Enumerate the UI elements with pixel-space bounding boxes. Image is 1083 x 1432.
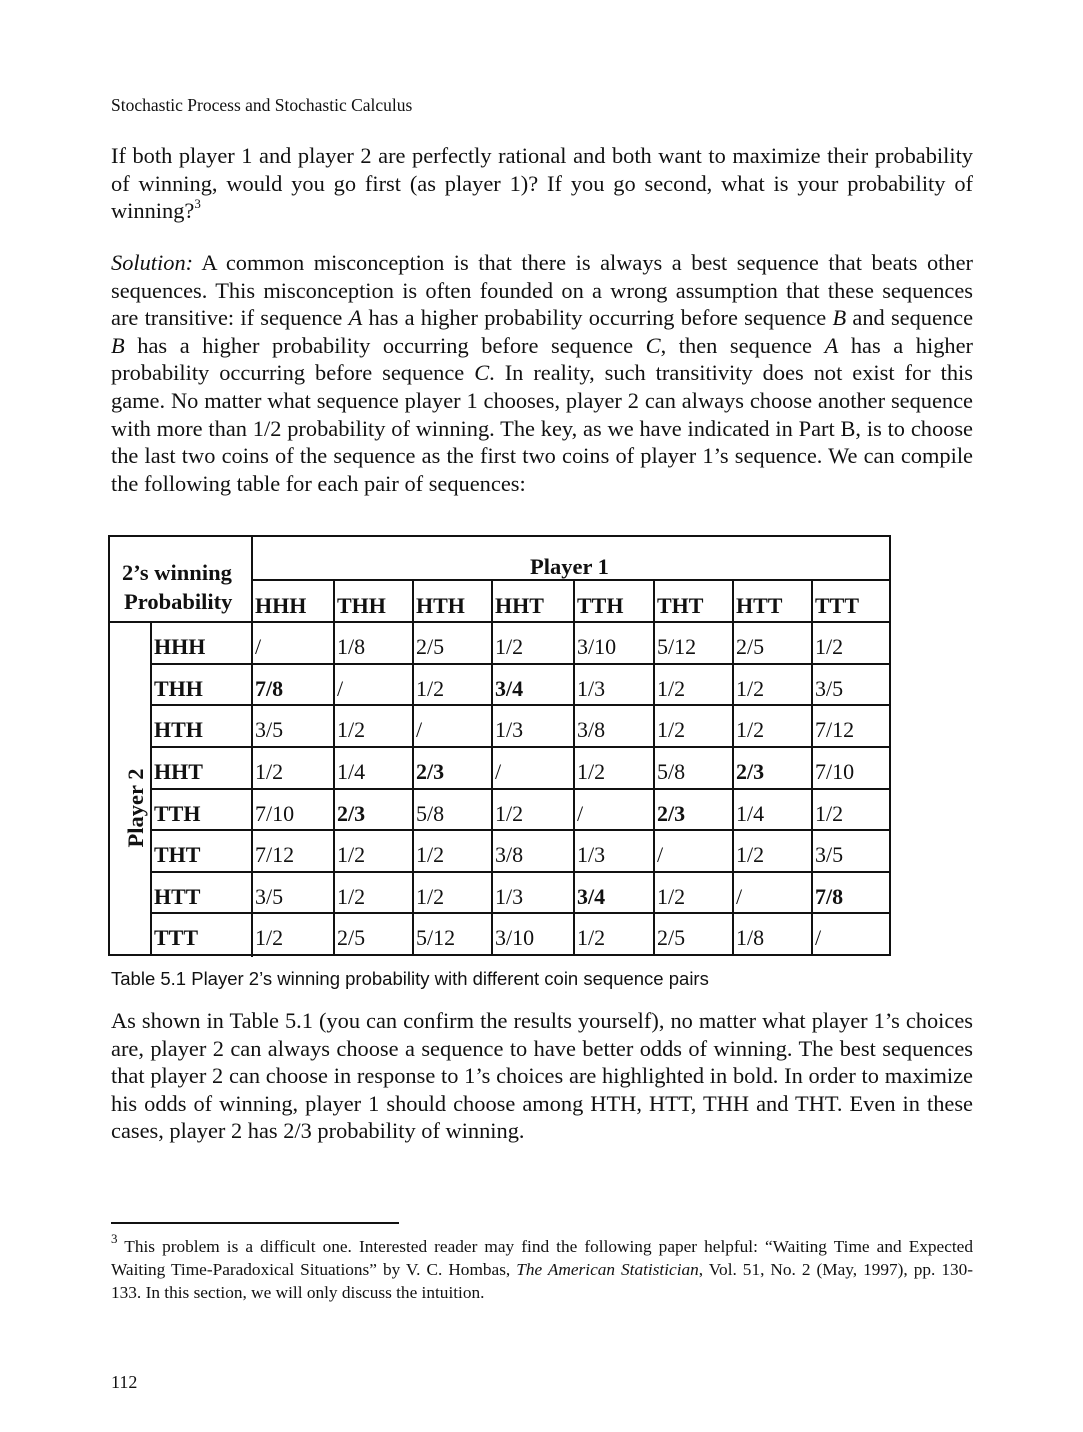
table-cell: 1/2 [337, 842, 366, 867]
table-cell: 2/3 [657, 801, 686, 826]
player2-label: Player 2 [123, 768, 148, 848]
row-header-htt: HTT [154, 884, 201, 909]
column-header-hht: HHT [495, 593, 544, 618]
table-corner-line2: Probability [124, 589, 233, 614]
table-cell: 1/8 [337, 634, 366, 659]
solution-paragraph: Solution: A common misconception is that there is always a best sequence that beats other sequences. This misconception is often founded on a wrong assumption that these sequences are transitive: if sequence A has a higher probability occurring before sequence B and sequence B has a higher probability occurring before sequence C, then sequence A has a higher probability occurring before sequence C. In reality, such transitivity does not exist for this game. No matter what sequence player 1 chooses, player 2 can always choose another sequence with more than 1/2 probability of winning. The key, as we have indicated in Part B, is to choose the last two coins of the sequence as the first two coins of player 1’s sequence. We can compile the following table for each pair of sequences: [111, 250, 974, 496]
table-cell: 1/2 [416, 676, 445, 701]
table-cell: 1/2 [577, 925, 606, 950]
table-hline [150, 912, 891, 914]
table-hline [150, 746, 891, 748]
column-header-tth: TTH [577, 593, 624, 618]
table-hline [251, 579, 891, 581]
table-cell: 2/3 [416, 759, 445, 784]
table-vline [811, 579, 813, 954]
table-cell: 3/5 [255, 717, 284, 742]
table-cell: 1/3 [577, 842, 606, 867]
table-cell: / [657, 842, 664, 867]
table-cell: 7/10 [255, 801, 295, 826]
column-header-tht: THT [657, 593, 704, 618]
footnote: $^3$ This problem is a difficult one. Interested reader may find the following paper helpful: “Waiting Time and Expected Waiting Time-Paradoxical Situations” by V. C. Hombas, The American Statistician, Vol. 51, No. 2 (May, 1997), pp. 130-133. In this section, we will only discuss the intuition. [111, 1231, 974, 1302]
row-header-hhh: HHH [154, 634, 206, 659]
table-caption: Table 5.1 Player 2’s winning probability with different coin sequence pairs [111, 968, 709, 989]
table-cell: 1/2 [657, 717, 686, 742]
table-hline [150, 829, 891, 831]
table-cell: 1/2 [337, 717, 366, 742]
table-cell: / [255, 634, 262, 659]
table-cell: 2/3 [337, 801, 366, 826]
table-cell: 3/5 [255, 884, 284, 909]
row-header-hht: HHT [154, 759, 203, 784]
table-cell: 5/12 [416, 925, 456, 950]
table-vline [653, 579, 655, 954]
column-header-hth: HTH [416, 593, 465, 618]
table-cell: 2/5 [736, 634, 765, 659]
table-cell: 3/10 [495, 925, 535, 950]
table-cell: 7/8 [255, 676, 284, 701]
conclusion-paragraph: As shown in Table 5.1 (you can confirm the results yourself), no matter what player 1’s choices are, player 2 can always choose a sequence to have better odds of winning. The best sequences that player 2 can choose in response to 1’s choices are highlighted in bold. In order to maximize his odds of winning, player 1 should choose among HTH, HTT, THH and THT. Even in these cases, player 2 has 2/3 probability of winning. [111, 1008, 973, 1144]
running-head: Stochastic Process and Stochastic Calculus [111, 95, 413, 115]
table-cell: 1/2 [577, 759, 606, 784]
table-cell: 5/12 [657, 634, 697, 659]
page-number: 112 [111, 1372, 138, 1392]
table-cell: 7/10 [815, 759, 855, 784]
table-cell: 3/8 [495, 842, 524, 867]
table-cell: 3/5 [815, 676, 844, 701]
table-cell: / [815, 925, 822, 950]
table-cell: 7/12 [255, 842, 295, 867]
table-cell: 2/3 [736, 759, 765, 784]
table-vline [573, 579, 575, 954]
table-cell: 1/8 [736, 925, 765, 950]
table-hline [150, 704, 891, 706]
table-cell: 7/12 [815, 717, 855, 742]
table-cell: 1/2 [736, 676, 765, 701]
table-hline [110, 621, 891, 623]
table-cell: 1/2 [337, 884, 366, 909]
row-header-tht: THT [154, 842, 201, 867]
table-cell: 3/4 [577, 884, 606, 909]
footnote-rule [111, 1222, 399, 1224]
table-cell: / [736, 884, 743, 909]
table-cell: 3/5 [815, 842, 844, 867]
table-cell: 2/5 [416, 634, 445, 659]
journal-title: The American Statistician [516, 1260, 699, 1279]
table-cell: 1/2 [255, 759, 284, 784]
probability-table [108, 535, 891, 956]
table-cell: 5/8 [416, 801, 445, 826]
column-header-hhh: HHH [255, 593, 307, 618]
row-header-ttt: TTT [154, 925, 199, 950]
table-vline [491, 579, 493, 954]
table-cell: 1/2 [657, 884, 686, 909]
table-corner-line1: 2’s winning [122, 560, 232, 585]
table-cell: 1/4 [337, 759, 366, 784]
table-hline [150, 871, 891, 873]
table-cell: 1/2 [815, 634, 844, 659]
column-header-thh: THH [337, 593, 386, 618]
table-cell: / [337, 676, 344, 701]
intro-paragraph [111, 142, 973, 225]
table-cell: / [577, 801, 584, 826]
table-hline [150, 788, 891, 790]
table-cell: 1/2 [495, 801, 524, 826]
table-hline [150, 663, 891, 665]
column-header-ttt: TTT [815, 593, 860, 618]
table-cell: 1/2 [416, 884, 445, 909]
table-cell: 1/3 [495, 717, 524, 742]
table-cell: 1/2 [495, 634, 524, 659]
table-cell: 3/4 [495, 676, 524, 701]
table-cell: 7/8 [815, 884, 844, 909]
table-cell: 2/5 [337, 925, 366, 950]
table-cell: 5/8 [657, 759, 686, 784]
row-header-tth: TTH [154, 801, 201, 826]
table-cell: 2/5 [657, 925, 686, 950]
table-cell: 1/3 [495, 884, 524, 909]
table-cell: 1/2 [657, 676, 686, 701]
player1-label: Player 1 [530, 554, 609, 579]
table-cell: 1/2 [255, 925, 284, 950]
table-cell: 1/2 [736, 842, 765, 867]
row-header-thh: THH [154, 676, 203, 701]
solution-label: Solution: [111, 250, 194, 275]
table-cell: 1/2 [416, 842, 445, 867]
footnote-ref: 3 [194, 195, 201, 211]
table-cell: 3/8 [577, 717, 606, 742]
table-cell: 1/3 [577, 676, 606, 701]
table-cell: / [416, 717, 423, 742]
column-header-htt: HTT [736, 593, 783, 618]
table-vline [412, 579, 414, 954]
table-cell: 1/2 [815, 801, 844, 826]
table-vline [333, 579, 335, 954]
table-cell: 1/4 [736, 801, 765, 826]
row-header-hth: HTH [154, 717, 203, 742]
table-vline [732, 579, 734, 954]
intro-text: If both player 1 and player 2 are perfectly rational and both want to maximize their probability of winning, would you go first (as player 1)? If you go second, what is your probability of winning? [111, 143, 973, 224]
table-cell: 1/2 [736, 717, 765, 742]
table-cell: 3/10 [577, 634, 617, 659]
table-cell: / [495, 759, 502, 784]
